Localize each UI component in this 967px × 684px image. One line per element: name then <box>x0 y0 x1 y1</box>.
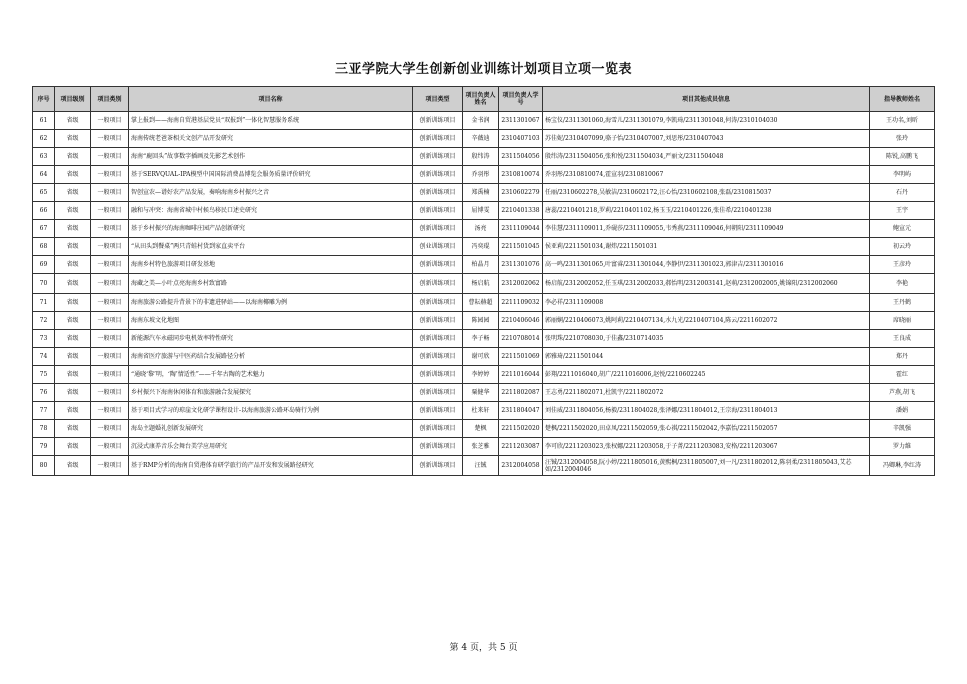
row-project-type: 创新训练项目 <box>413 402 463 420</box>
table-row <box>33 312 935 330</box>
row-level: 省级 <box>55 274 91 294</box>
row-index: 79 <box>33 438 55 456</box>
row-project-name: 海南旅游公路提升背景下的非遗进驿站——以海南椰雕为例 <box>129 294 413 312</box>
page-footer: 第 4 页，共 5 页 <box>449 643 518 653</box>
row-category: 一般项目 <box>91 166 129 184</box>
table-row <box>33 148 935 166</box>
page-title: 三亚学院大学生创新创业训练计划项目立项一览表 <box>334 62 632 77</box>
row-project-type: 创新训练项目 <box>413 312 463 330</box>
row-leader-name: 谢可欣 <box>463 348 499 366</box>
row-level: 省级 <box>55 402 91 420</box>
row-leader-name: 柏晶月 <box>463 256 499 274</box>
row-members: 楚枫/2211502020,田卓凤/2211502059,张心祺/2211502042,李嘉怡/2211502057 <box>543 420 870 438</box>
row-advisor: 李艳 <box>870 274 935 294</box>
table-row <box>33 256 935 274</box>
header-leader-name: 项目负责人姓名 <box>463 87 499 112</box>
row-leader-id: 2210708014 <box>499 330 543 348</box>
row-project-type: 创新训练项目 <box>413 366 463 384</box>
table-row <box>33 184 935 202</box>
row-project-type: 创新训练项目 <box>413 384 463 402</box>
row-advisor: 石丹 <box>870 184 935 202</box>
table-row <box>33 112 935 130</box>
row-project-name: 基于项目式学习的琼崖文化研学课程设计-以海南旅游公路环岛骑行为例 <box>129 402 413 420</box>
row-advisor: 潘娟 <box>870 402 935 420</box>
row-leader-id: 2311109044 <box>499 220 543 238</box>
row-index: 71 <box>33 294 55 312</box>
row-advisor: 郑丹 <box>870 348 935 366</box>
row-leader-name: 殷纬涛 <box>463 148 499 166</box>
row-index: 66 <box>33 202 55 220</box>
row-advisor: 王宇 <box>870 202 935 220</box>
row-leader-name: 杜来轩 <box>463 402 499 420</box>
header-project-type: 项目类型 <box>413 87 463 112</box>
row-category: 一般项目 <box>91 130 129 148</box>
row-members: 汪铖/2312004058,阮小婷/2211805016,黄熙桐/2311805007,刘一凡/2311802012,陈羽柔/2311805043,艾芯如/2312004046 <box>543 456 870 476</box>
row-leader-name: 冯奕琨 <box>463 238 499 256</box>
row-project-name: 海藏之美—小叶点亮海南乡村致富路 <box>129 274 413 294</box>
row-members: 李佳慧/2311109011,乔砚莎/2311109055,韦秀燕/2311109046,何朝阳/2311109049 <box>543 220 870 238</box>
table-row <box>33 130 935 148</box>
table-row <box>33 238 935 256</box>
row-advisor: 王良成 <box>870 330 935 348</box>
header-project-name: 项目名称 <box>129 87 413 112</box>
row-category: 一般项目 <box>91 220 129 238</box>
row-advisor: 席晓丽 <box>870 312 935 330</box>
row-advisor: 王功名,刘昕 <box>870 112 935 130</box>
row-level: 省级 <box>55 166 91 184</box>
row-advisor: 冯卿琳,李红涛 <box>870 456 935 476</box>
row-level: 省级 <box>55 312 91 330</box>
table-row <box>33 202 935 220</box>
table-row <box>33 330 935 348</box>
row-level: 省级 <box>55 130 91 148</box>
row-advisor: 初云玲 <box>870 238 935 256</box>
row-members: 王志勇/2211802071,杜凯宇/2211802072 <box>543 384 870 402</box>
row-members: 刘佳威/2311804056,杨毅/2311804028,张泽娜/2311804012,王宗海/2311804013 <box>543 402 870 420</box>
row-project-name: 海南省医疗旅游与中医药结合发展路径分析 <box>129 348 413 366</box>
row-index: 76 <box>33 384 55 402</box>
row-category: 一般项目 <box>91 148 129 166</box>
row-leader-name: 乔羽彤 <box>463 166 499 184</box>
row-leader-id: 2211109032 <box>499 294 543 312</box>
row-index: 61 <box>33 112 55 130</box>
row-index: 77 <box>33 402 55 420</box>
row-category: 一般项目 <box>91 312 129 330</box>
row-leader-id: 2310810074 <box>499 166 543 184</box>
row-members: 唐蕊/2210401218,罗莉/2210401102,杨玉玉/2210401226,张佳希/2210401238 <box>543 202 870 220</box>
table-row <box>33 274 935 294</box>
row-advisor: 王丹鹤 <box>870 294 935 312</box>
header-members: 项目其他成员信息 <box>543 87 870 112</box>
row-members: 李必祥/2311109008 <box>543 294 870 312</box>
row-index: 65 <box>33 184 55 202</box>
row-leader-id: 2210406046 <box>499 312 543 330</box>
row-level: 省级 <box>55 256 91 274</box>
row-project-type: 创新训练项目 <box>413 166 463 184</box>
row-project-name: “从田头到餐桌”两只青蛙村货到家直卖平台 <box>129 238 413 256</box>
row-project-type: 创新训练项目 <box>413 274 463 294</box>
row-leader-id: 2211501069 <box>499 348 543 366</box>
table-row <box>33 294 935 312</box>
row-index: 69 <box>33 256 55 274</box>
row-leader-id: 2311301076 <box>499 256 543 274</box>
row-leader-name: 辛薇迪 <box>463 130 499 148</box>
row-advisor: 王彦玲 <box>870 256 935 274</box>
row-index: 74 <box>33 348 55 366</box>
row-leader-name: 李婷婷 <box>463 366 499 384</box>
header-category: 项目类别 <box>91 87 129 112</box>
row-project-type: 创新训练项目 <box>413 148 463 166</box>
row-level: 省级 <box>55 384 91 402</box>
table-header-row <box>33 87 935 112</box>
row-index: 78 <box>33 420 55 438</box>
row-leader-id: 2312004058 <box>499 456 543 476</box>
row-leader-name: 楚枫 <box>463 420 499 438</box>
row-members: 郭丽娴/2210406073,姚阿莉/2210407134,水九光/2210407104,陈云/2211602072 <box>543 312 870 330</box>
table-row <box>33 438 935 456</box>
row-level: 省级 <box>55 438 91 456</box>
row-leader-id: 2211016044 <box>499 366 543 384</box>
row-leader-name: 杨启航 <box>463 274 499 294</box>
row-category: 一般项目 <box>91 366 129 384</box>
row-project-name: 海南“鹿回头”故事数字插画及先影艺术创作 <box>129 148 413 166</box>
row-members: 殷纬涛/2311504056,张和悦/2311504034,严丽文/2311504048 <box>543 148 870 166</box>
row-project-type: 创新训练项目 <box>413 202 463 220</box>
row-leader-name: 金书润 <box>463 112 499 130</box>
row-project-type: 创新训练项目 <box>413 256 463 274</box>
row-index: 68 <box>33 238 55 256</box>
row-leader-id: 2310602279 <box>499 184 543 202</box>
row-category: 一般项目 <box>91 184 129 202</box>
row-project-name: 融和与冲突：海南省城中村候鸟移民口述史研究 <box>129 202 413 220</box>
row-advisor: 张玲 <box>870 130 935 148</box>
row-category: 一般项目 <box>91 330 129 348</box>
row-index: 75 <box>33 366 55 384</box>
row-advisor: 罗力維 <box>870 438 935 456</box>
row-level: 省级 <box>55 294 91 312</box>
row-category: 一般项目 <box>91 238 129 256</box>
row-category: 一般项目 <box>91 274 129 294</box>
table-row <box>33 456 935 476</box>
row-members: 高一鸣/2311301065,叶富睿/2311301044,李静伊/2311301023,郭津吉/2311301016 <box>543 256 870 274</box>
row-project-type: 创新训练项目 <box>413 130 463 148</box>
row-project-name: 沉浸式康养音乐会舞台美学应用研究 <box>129 438 413 456</box>
row-leader-id: 2310407103 <box>499 130 543 148</box>
row-leader-id: 2210401338 <box>499 202 543 220</box>
row-leader-name: 汤亮 <box>463 220 499 238</box>
row-leader-name: 张芝雅 <box>463 438 499 456</box>
row-level: 省级 <box>55 112 91 130</box>
table-row <box>33 166 935 184</box>
table-row <box>33 402 935 420</box>
header-leader-id: 项目负责人学号 <box>499 87 543 112</box>
row-index: 67 <box>33 220 55 238</box>
row-level: 省级 <box>55 220 91 238</box>
row-advisor: 芦燕,胡飞 <box>870 384 935 402</box>
row-index: 63 <box>33 148 55 166</box>
header-level: 项目级别 <box>55 87 91 112</box>
row-project-name: 海南传统老爸茶相关文创产品开发研究 <box>129 130 413 148</box>
row-index: 73 <box>33 330 55 348</box>
header-index: 序号 <box>33 87 55 112</box>
row-level: 省级 <box>55 330 91 348</box>
row-project-type: 创新训练项目 <box>413 348 463 366</box>
row-project-name: 掌上报到——海南自贸港基层党员“双报到”一体化智慧服务系统 <box>129 112 413 130</box>
row-project-type: 创新训练项目 <box>413 420 463 438</box>
row-advisor: 陈锐,高鹏飞 <box>870 148 935 166</box>
row-index: 80 <box>33 456 55 476</box>
row-index: 70 <box>33 274 55 294</box>
header-advisor: 指导教师姓名 <box>870 87 935 112</box>
row-leader-name: 汪铖 <box>463 456 499 476</box>
row-members: 杨启航/2312002052,任玉琪/2312002033,郝怡明/2312003141,赵萌/2312002005,姚锦阳/2312002060 <box>543 274 870 294</box>
row-level: 省级 <box>55 456 91 476</box>
row-members: 张明珠/2210708030,于佳鑫/2310714035 <box>543 330 870 348</box>
row-project-type: 创业训练项目 <box>413 238 463 256</box>
row-project-type: 创新训练项目 <box>413 438 463 456</box>
table-row <box>33 420 935 438</box>
row-project-name: 海岛主题婚礼创新发展研究 <box>129 420 413 438</box>
row-leader-name: 粟健华 <box>463 384 499 402</box>
row-level: 省级 <box>55 238 91 256</box>
row-level: 省级 <box>55 148 91 166</box>
table-row <box>33 384 935 402</box>
row-leader-id: 2311504056 <box>499 148 543 166</box>
row-leader-name: 郑禹楠 <box>463 184 499 202</box>
row-members: 彭翔/2211016040,胡广/2211016006,赵悦/2210602245 <box>543 366 870 384</box>
row-project-name: 基于SERVQUAL-IPA模型中国国际消费品博览会服务质量评价研究 <box>129 166 413 184</box>
row-level: 省级 <box>55 184 91 202</box>
row-project-name: 新能源汽车永磁同步电机效率特性研究 <box>129 330 413 348</box>
row-leader-name: 李子畅 <box>463 330 499 348</box>
row-project-name: 乡村振兴下海南休闲体育和旅游融合发展探究 <box>129 384 413 402</box>
row-index: 62 <box>33 130 55 148</box>
row-leader-name: 屈博雯 <box>463 202 499 220</box>
row-level: 省级 <box>55 366 91 384</box>
row-category: 一般项目 <box>91 202 129 220</box>
row-leader-id: 2211802087 <box>499 384 543 402</box>
project-table <box>32 86 935 476</box>
row-project-type: 创新训练项目 <box>413 112 463 130</box>
row-project-name: 基于RMP分析的海南自贸港体育研学旅行的产品开发和发展路径研究 <box>129 456 413 476</box>
row-project-type: 创新训练项目 <box>413 456 463 476</box>
row-leader-id: 2211203087 <box>499 438 543 456</box>
row-project-type: 创新训练项目 <box>413 330 463 348</box>
row-leader-id: 2211502020 <box>499 420 543 438</box>
row-index: 64 <box>33 166 55 184</box>
row-project-type: 创新训练项目 <box>413 184 463 202</box>
row-level: 省级 <box>55 348 91 366</box>
row-category: 一般项目 <box>91 384 129 402</box>
row-category: 一般项目 <box>91 456 129 476</box>
row-project-name: 智创宣农—谱好农产品发展，奏响海南乡村振兴之音 <box>129 184 413 202</box>
row-advisor: 李明屿 <box>870 166 935 184</box>
row-project-name: 海南东坡文化地图 <box>129 312 413 330</box>
row-category: 一般项目 <box>91 402 129 420</box>
row-category: 一般项目 <box>91 438 129 456</box>
row-category: 一般项目 <box>91 420 129 438</box>
row-category: 一般项目 <box>91 112 129 130</box>
row-leader-id: 2311301067 <box>499 112 543 130</box>
row-project-type: 创新训练项目 <box>413 220 463 238</box>
row-leader-id: 2312002062 <box>499 274 543 294</box>
table-row <box>33 220 935 238</box>
row-leader-id: 2211501045 <box>499 238 543 256</box>
row-category: 一般项目 <box>91 256 129 274</box>
row-index: 72 <box>33 312 55 330</box>
row-members: 杨宝仪/2311301060,海雪儿/2311301079,李凯琦/2311301048,何涛/2310104030 <box>543 112 870 130</box>
row-members: 乔羽彤/2310810074,霍宣羽/2310810067 <box>543 166 870 184</box>
table-row <box>33 348 935 366</box>
row-leader-id: 2311804047 <box>499 402 543 420</box>
row-advisor: 霍红 <box>870 366 935 384</box>
row-project-name: 海南乡村特色旅游项目研发基地 <box>129 256 413 274</box>
row-project-name: “通晓‘黎’明，‘陶’情适性”——千年古陶的艺术魅力 <box>129 366 413 384</box>
row-members: 李可欣/2211203023,张权娜/2211203058,于子菁/2211203083,安格/2211203067 <box>543 438 870 456</box>
row-members: 郭雅琦/2211501044 <box>543 348 870 366</box>
row-advisor: 鲍宣元 <box>870 220 935 238</box>
row-category: 一般项目 <box>91 294 129 312</box>
row-level: 省级 <box>55 202 91 220</box>
row-members: 任丽/2310602278,吴敏洁/2310602172,汪心怡/2310602108,张磊/2310815037 <box>543 184 870 202</box>
row-project-name: 基于乡村振兴的海南咖啡庄园产品创新研究 <box>129 220 413 238</box>
row-leader-name: 曹耘赫超 <box>463 294 499 312</box>
row-leader-name: 陈园园 <box>463 312 499 330</box>
row-category: 一般项目 <box>91 348 129 366</box>
row-advisor: 辛凯强 <box>870 420 935 438</box>
row-members: 侯亚莉/2211501034,谢炜/2211501031 <box>543 238 870 256</box>
row-level: 省级 <box>55 420 91 438</box>
table-row <box>33 366 935 384</box>
row-members: 苏佳妮/2310407099,骆子怡/2310407007,刘思彤/2310407043 <box>543 130 870 148</box>
row-project-type: 创新训练项目 <box>413 294 463 312</box>
